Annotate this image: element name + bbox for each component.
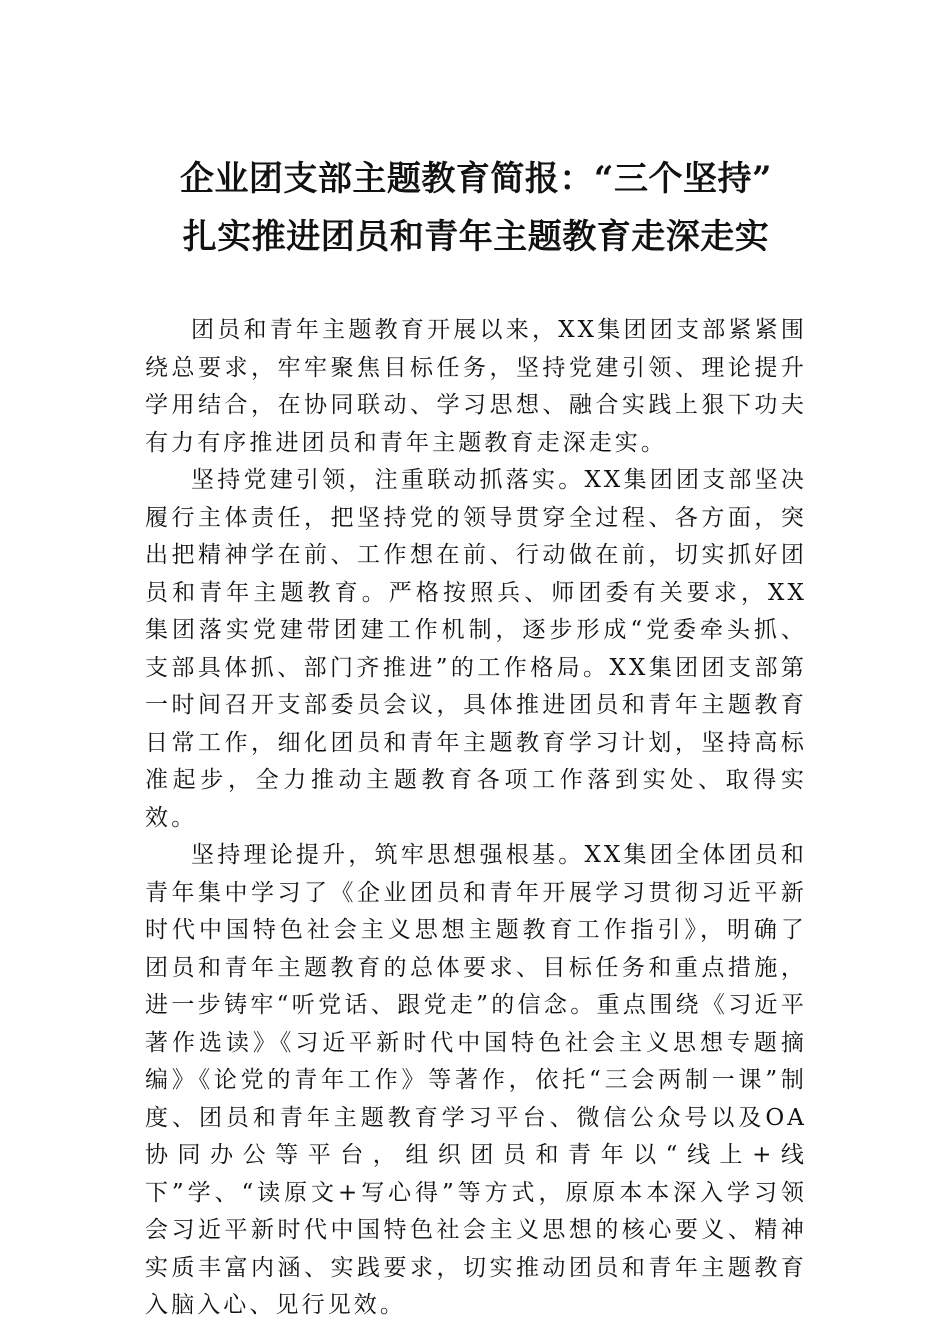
document-page <box>145 150 807 1325</box>
title-line-1: 企业团支部主题教育简报：“三个坚持” <box>179 159 773 199</box>
paragraph-theory: 坚持理论提升，筑牢思想强根基。XX集团全体团员和青年集中学习了《企业团员和青年开展学习贯彻习近平新时代中国特色社会主义思想主题教育工作指引》，明确了团员和青年主题教育的总体要求、目标任务和重点措施，进一步铸牢“听党话、跟党走”的信念。重点围绕《习近平著作选读》《习近平新时代中国特色社会主义思想专题摘编》《论党的青年工作》等著作，依托“三会两制一课”制度、团员和青年主题教育学习平台、微信公众号以及OA协同办公等平台，组织团员和青年以“线上+线下”学、“读原文+写心得”等方式，原原本本深入学习领会习近平新时代中国特色社会主义思想的核心要义、精神实质丰富内涵、实践要求，切实推动团员和青年主题教育入脑入心、见行见效。 <box>145 842 807 1318</box>
document-body <box>145 312 807 1325</box>
paragraph-party-leadership: 坚持党建引领，注重联动抓落实。XX集团团支部坚决履行主体责任，把坚持党的领导贯穿全过程、各方面，突出把精神学在前、工作想在前、行动做在前，切实抓好团员和青年主题教育。严格按照兵、师团委有关要求，XX集团落实党建带团建工作机制，逐步形成“党委牵头抓、支部具体抓、部门齐推进”的工作格局。XX集团团支部第一时间召开支部委员会议，具体推进团员和青年主题教育日常工作，细化团员和青年主题教育学习计划，坚持高标准起步，全力推动主题教育各项工作落到实处、取得实效。 <box>145 467 807 831</box>
paragraph-intro: 团员和青年主题教育开展以来，XX集团团支部紧紧围绕总要求，牢牢聚焦目标任务，坚持党建引领、理论提升学用结合，在协同联动、学习思想、融合实践上狠下功夫有力有序推进团员和青年主题教育走深走实。 <box>145 317 807 456</box>
title-line-2: 扎实推进团员和青年主题教育走深走实 <box>182 217 770 257</box>
document-title <box>125 150 827 266</box>
